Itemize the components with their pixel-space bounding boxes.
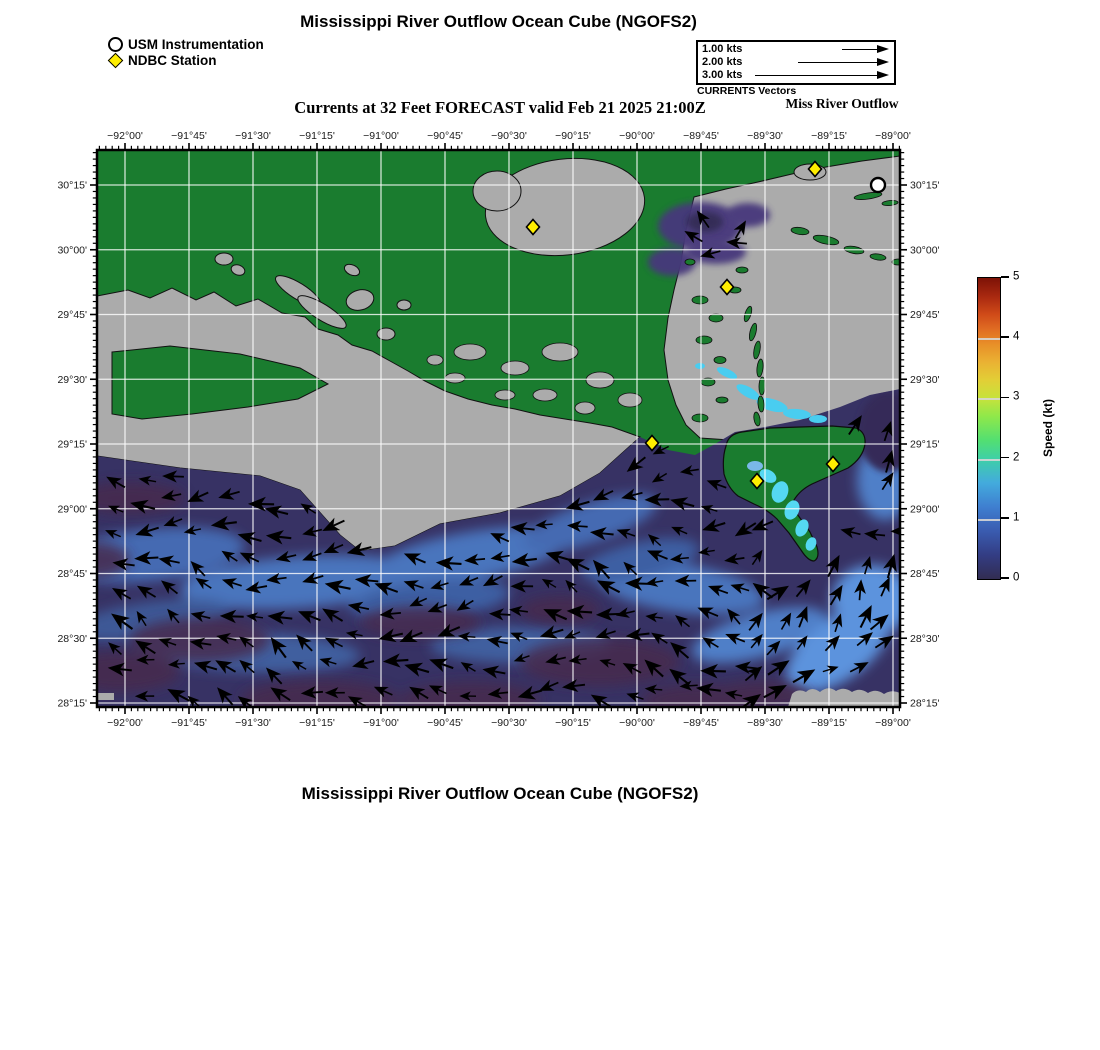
forecast-subtitle: Currents at 32 Feet FORECAST valid Feb 21 2025 21:00Z	[294, 98, 706, 117]
usm-station-marker	[871, 178, 885, 192]
x-tick-label: −89°30'	[747, 717, 783, 729]
colorbar-tick-label: 0	[1013, 571, 1020, 584]
colorbar-tick	[1001, 397, 1009, 399]
x-tick-label: −90°15'	[555, 130, 591, 142]
y-tick-label: 30°00'	[910, 244, 940, 257]
x-tick-label: −92°00'	[107, 130, 143, 142]
vector-scale-1: 1.00 kts	[702, 43, 743, 55]
colorbar-tick	[1001, 577, 1009, 579]
x-tick-label: −91°30'	[235, 130, 271, 142]
y-tick-label: 28°30'	[910, 632, 940, 645]
colorbar-tick	[1001, 276, 1009, 278]
footer-title: Mississippi River Outflow Ocean Cube (NGOFS2)	[301, 784, 699, 803]
map-layers	[50, 150, 918, 720]
x-tick-label: −90°30'	[491, 717, 527, 729]
x-tick-label: −89°45'	[683, 130, 719, 142]
bottom-left-gray	[98, 693, 114, 700]
x-tick-label: −89°45'	[683, 717, 719, 729]
y-tick-label: 29°15'	[57, 438, 87, 451]
y-tick-label: 29°45'	[57, 309, 87, 322]
map-annotation: Miss River Outflow	[785, 96, 899, 111]
x-tick-label: −89°15'	[811, 717, 847, 729]
ndbc-label: NDBC Station	[128, 52, 217, 68]
usm-label: USM Instrumentation	[128, 36, 264, 52]
colorbar-gridline	[978, 519, 1000, 521]
x-tick-label: −91°00'	[363, 130, 399, 142]
x-tick-label: −92°00'	[107, 717, 143, 729]
y-tick-label: 28°45'	[57, 568, 87, 581]
x-tick-label: −90°00'	[619, 717, 655, 729]
colorbar-tick	[1001, 336, 1009, 338]
x-tick-label: −89°00'	[875, 717, 911, 729]
x-tick-label: −91°00'	[363, 717, 399, 729]
y-tick-label: 30°15'	[57, 179, 87, 192]
colorbar-tick	[1001, 457, 1009, 459]
y-tick-label: 29°00'	[57, 503, 87, 516]
y-tick-label: 29°30'	[910, 373, 940, 386]
y-tick-label: 29°15'	[910, 438, 940, 451]
colorbar-axis-label: Speed (kt)	[1041, 399, 1055, 458]
colorbar-gridline	[978, 459, 1000, 461]
y-tick-label: 28°15'	[57, 697, 87, 710]
y-tick-label: 29°00'	[910, 503, 940, 516]
colorbar-tick-label: 2	[1013, 451, 1020, 464]
x-tick-label: −91°45'	[171, 130, 207, 142]
x-tick-label: −90°15'	[555, 717, 591, 729]
colorbar-tick-label: 5	[1013, 270, 1020, 283]
y-tick-label: 28°45'	[910, 568, 940, 581]
vector-scale-2: 2.00 kts	[702, 56, 743, 68]
vector-scale-3: 3.00 kts	[702, 69, 743, 81]
colorbar-tick-label: 1	[1013, 511, 1020, 524]
x-tick-label: −91°45'	[171, 717, 207, 729]
y-tick-label: 29°45'	[910, 309, 940, 322]
y-tick-label: 30°15'	[910, 179, 940, 192]
x-tick-label: −91°30'	[235, 717, 271, 729]
x-tick-label: −91°15'	[299, 717, 335, 729]
y-tick-label: 30°00'	[57, 244, 87, 257]
y-tick-label: 28°15'	[910, 697, 940, 710]
x-tick-label: −90°45'	[427, 130, 463, 142]
x-tick-label: −90°00'	[619, 130, 655, 142]
speed-colorbar	[977, 277, 1001, 580]
x-tick-label: −89°15'	[811, 130, 847, 142]
y-tick-label: 29°30'	[57, 373, 87, 386]
page-title: Mississippi River Outflow Ocean Cube (NGOFS2)	[300, 12, 697, 31]
colorbar-tick	[1001, 517, 1009, 519]
colorbar-tick-label: 3	[1013, 390, 1020, 403]
colorbar-tick-label: 4	[1013, 330, 1020, 343]
x-tick-label: −89°30'	[747, 130, 783, 142]
y-tick-label: 28°30'	[57, 632, 87, 645]
colorbar-gridline	[978, 398, 1000, 400]
x-tick-label: −89°00'	[875, 130, 911, 142]
x-tick-label: −90°45'	[427, 717, 463, 729]
colorbar-gridline	[978, 338, 1000, 340]
x-tick-label: −91°15'	[299, 130, 335, 142]
vector-legend-caption: CURRENTS Vectors	[697, 85, 797, 97]
x-tick-label: −90°30'	[491, 130, 527, 142]
